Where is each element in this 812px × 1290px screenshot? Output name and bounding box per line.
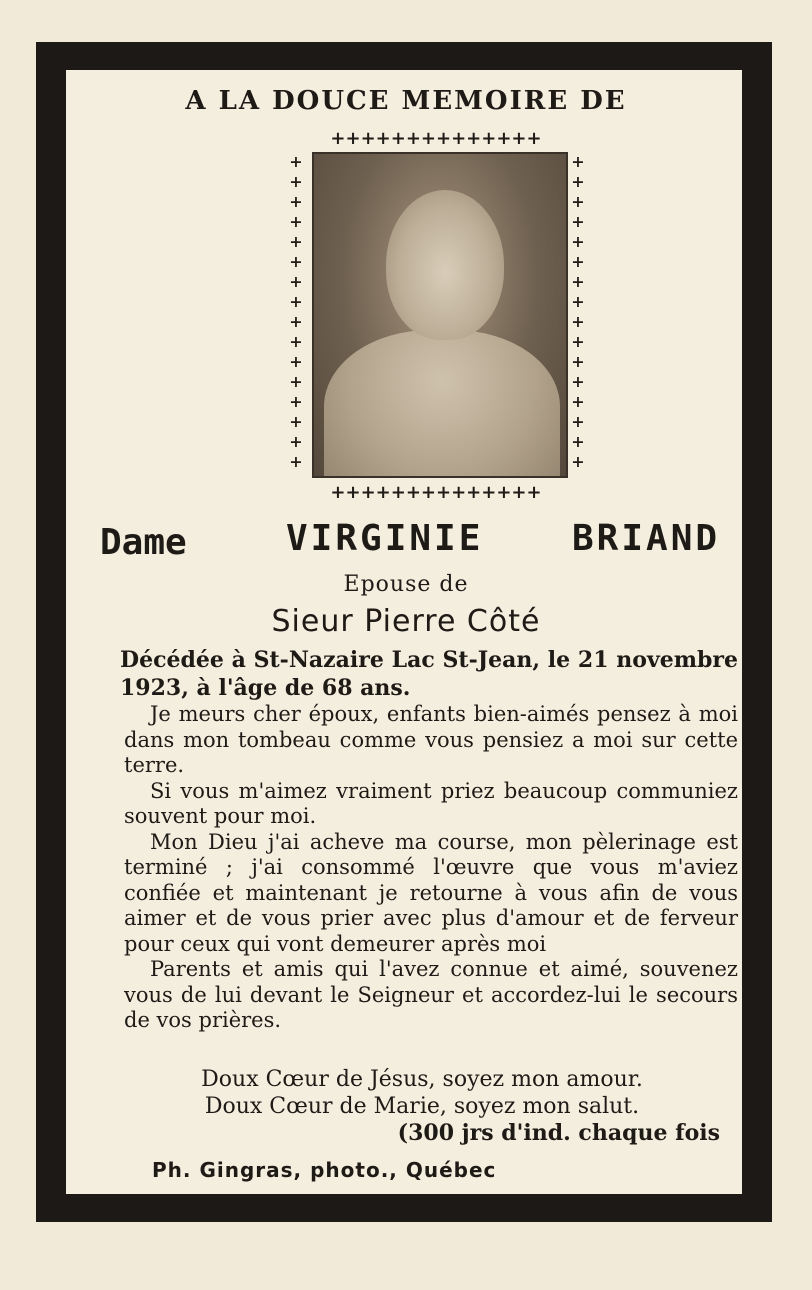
closing-prayers xyxy=(124,1066,720,1147)
portrait-photo xyxy=(312,152,568,478)
portrait-figure-head xyxy=(386,190,504,340)
cross-border-left: + + + + + + + + + + + + + + + + xyxy=(289,152,303,471)
cross-border-bottom: ++++++++++++++ xyxy=(330,482,542,503)
deceased-name xyxy=(0,518,812,568)
verse-paragraph: Parents et amis qui l'avez connue et aimé, souvenez vous de lui devant le Seigneur et accordez-lui le secours de vos prières. xyxy=(124,957,738,1032)
portrait-figure-body xyxy=(324,330,560,478)
prayer-line: Doux Cœur de Marie, soyez mon salut. xyxy=(204,1094,640,1119)
spouse-name: Sieur Pierre Côté xyxy=(271,604,541,639)
verse-block xyxy=(124,702,738,1034)
cross-border-right: + + + + + + + + + + + + + + + + xyxy=(571,152,585,471)
spouse-intro: Epouse de xyxy=(343,572,469,597)
photographer-credit: Ph. Gingras, photo., Québec xyxy=(152,1158,497,1182)
verse-paragraph: Mon Dieu j'ai acheve ma course, mon pèlerinage est terminé ; j'ai consommé l'œuvre que vous m'aviez confiée et maintenant je retourne à vous afin de vous aimer et de vous prier avec plus d'amour et de ferveur pour ceux qui vont demeurer après moi xyxy=(124,829,738,956)
name-last: BRIAND xyxy=(572,518,721,559)
death-notice: Décédée à St-Nazaire Lac St-Jean, le 21 novembre 1923, à l'âge de 68 ans. xyxy=(120,647,738,701)
indulgence-note: (300 jrs d'ind. chaque fois xyxy=(397,1120,720,1146)
header-text: A LA DOUCE MEMOIRE DE xyxy=(185,86,627,116)
prayer-line: Doux Cœur de Jésus, soyez mon amour. xyxy=(201,1067,643,1092)
verse-paragraph: Si vous m'aimez vraiment priez beaucoup communiez souvent pour moi. xyxy=(124,778,738,828)
cross-border-top: ++++++++++++++ xyxy=(330,128,542,149)
name-title: Dame xyxy=(100,522,187,563)
name-first: VIRGINIE xyxy=(286,518,484,559)
verse-paragraph: Je meurs cher époux, enfants bien-aimés pensez à moi dans mon tombeau comme vous pensiez a moi sur cette terre. xyxy=(124,702,738,777)
